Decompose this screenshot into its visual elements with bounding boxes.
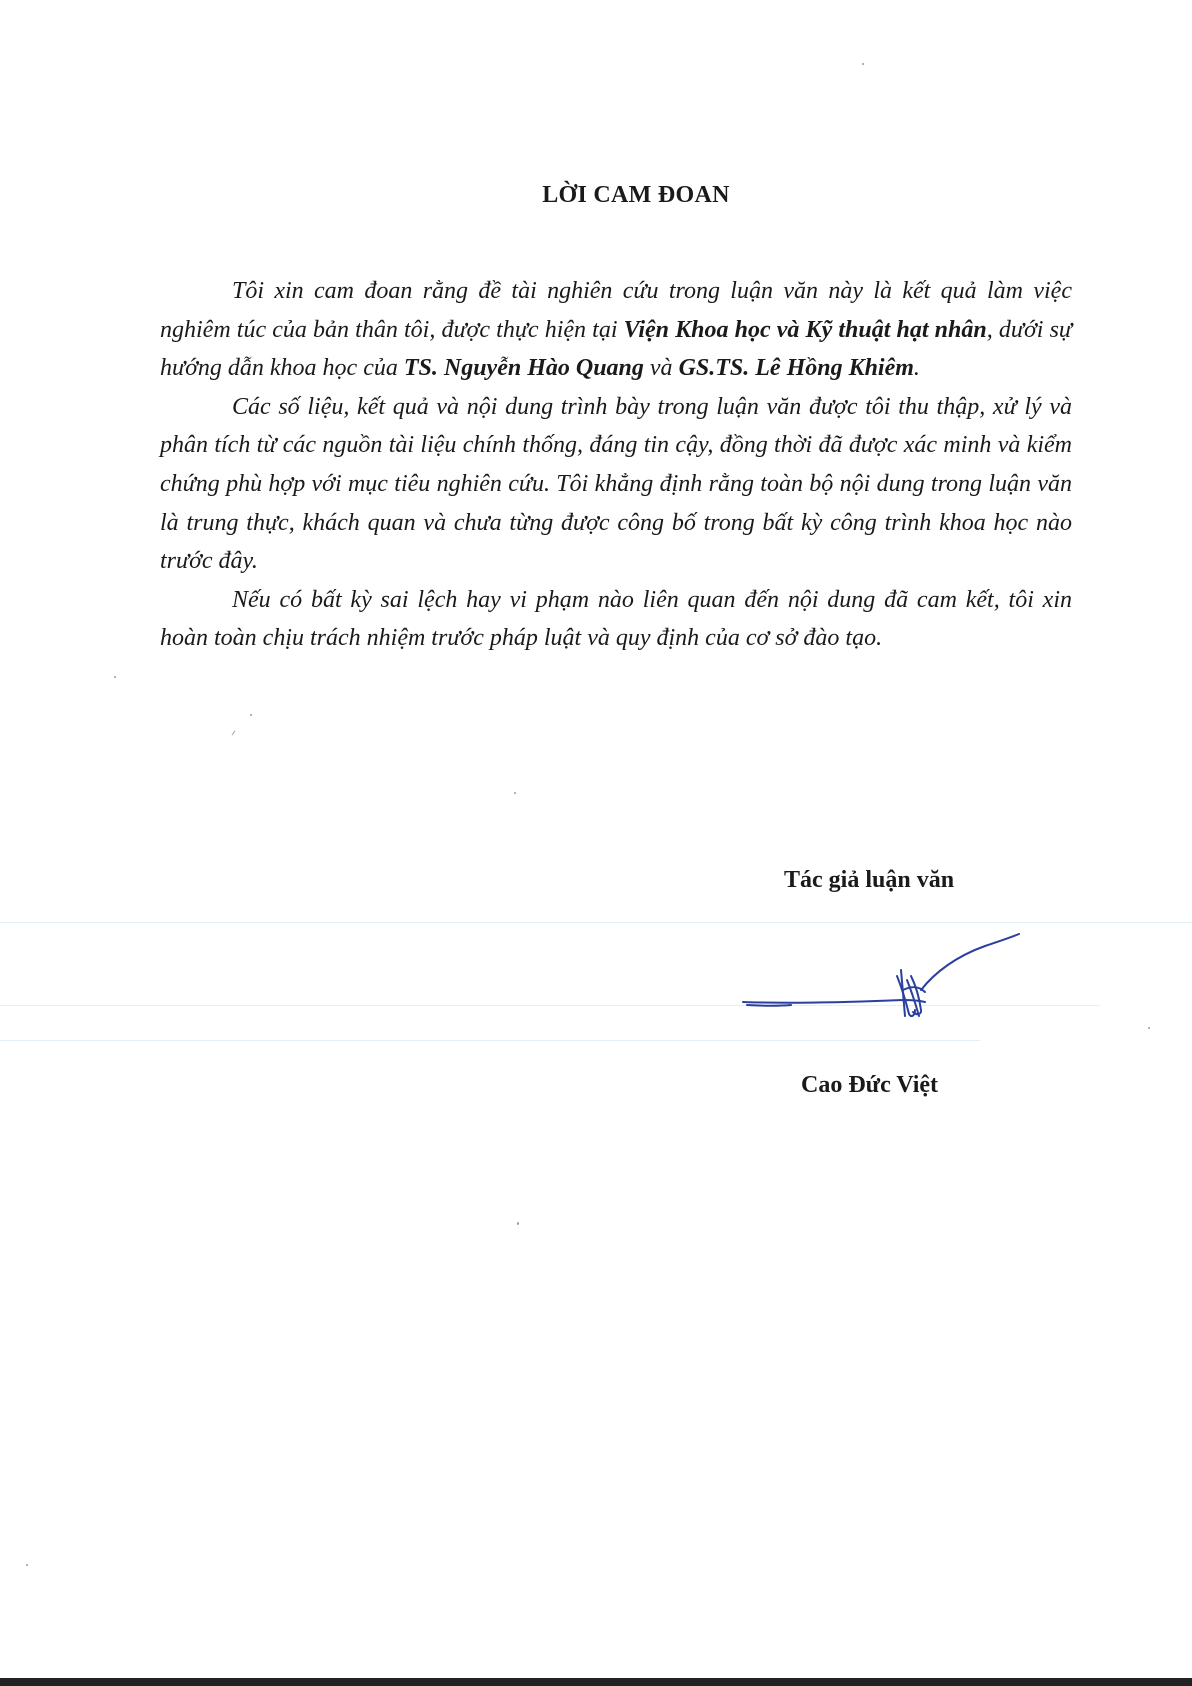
- scan-artifact-line: [0, 1040, 980, 1041]
- paragraph-text: , dưới sự hướng dẫn khoa học của: [160, 316, 1073, 382]
- declaration-body: [160, 272, 1072, 658]
- declaration-paragraph-3: [160, 581, 1072, 658]
- scan-speck: [114, 676, 116, 678]
- page-title: LỜI CAM ĐOAN: [542, 182, 730, 208]
- scan-speck: [862, 63, 864, 65]
- paragraph-text: .: [913, 355, 920, 382]
- supervisor-name-2: GS.TS. Lê Hồng Khiêm: [678, 355, 914, 382]
- author-label: Tác giả luận văn: [784, 867, 955, 893]
- scan-speck: [514, 792, 516, 794]
- author-name: Cao Đức Việt: [801, 1072, 939, 1098]
- institution-name: Viện Khoa học và Kỹ thuật hạt nhân: [623, 316, 987, 343]
- scan-speck: [231, 730, 235, 735]
- paragraph-text: Tôi xin cam đoan rằng đề tài nghiên cứu trong luận văn này là kết quả làm việc nghiêm túc của bản thân tôi, được thực hiện tại: [160, 278, 1072, 343]
- supervisor-name-1: TS. Nguyễn Hào Quang: [403, 355, 644, 382]
- scan-speck: [26, 1564, 28, 1566]
- scan-speck: [517, 1222, 519, 1225]
- scan-bottom-edge: [0, 1678, 1192, 1686]
- scan-speck: [250, 714, 252, 716]
- paragraph-text: Các số liệu, kết quả và nội dung trình bày trong luận văn được tôi thu thập, xử lý và phân tích từ các nguồn tài liệu chính thống, đáng tin cậy, đồng thời đã được xác minh và kiểm chứng phù hợp với mục tiêu nghiên cứu. Tôi khẳng định rằng toàn bộ nội dung trong luận văn là trung thực, khách quan và chưa từng được công bố trong bất kỳ công trình khoa học nào trước đây.: [160, 393, 1072, 575]
- paragraph-text: Nếu có bất kỳ sai lệch hay vi phạm nào liên quan đến nội dung đã cam kết, tôi xin hoàn toàn chịu trách nhiệm trước pháp luật và quy định của cơ sở đào tạo.: [160, 586, 1072, 652]
- declaration-paragraph-2: [160, 388, 1072, 581]
- handwritten-signature-icon: [735, 920, 1025, 1030]
- scan-speck: [1148, 1027, 1150, 1029]
- paragraph-text: và: [643, 355, 679, 382]
- declaration-paragraph-1: [160, 272, 1072, 388]
